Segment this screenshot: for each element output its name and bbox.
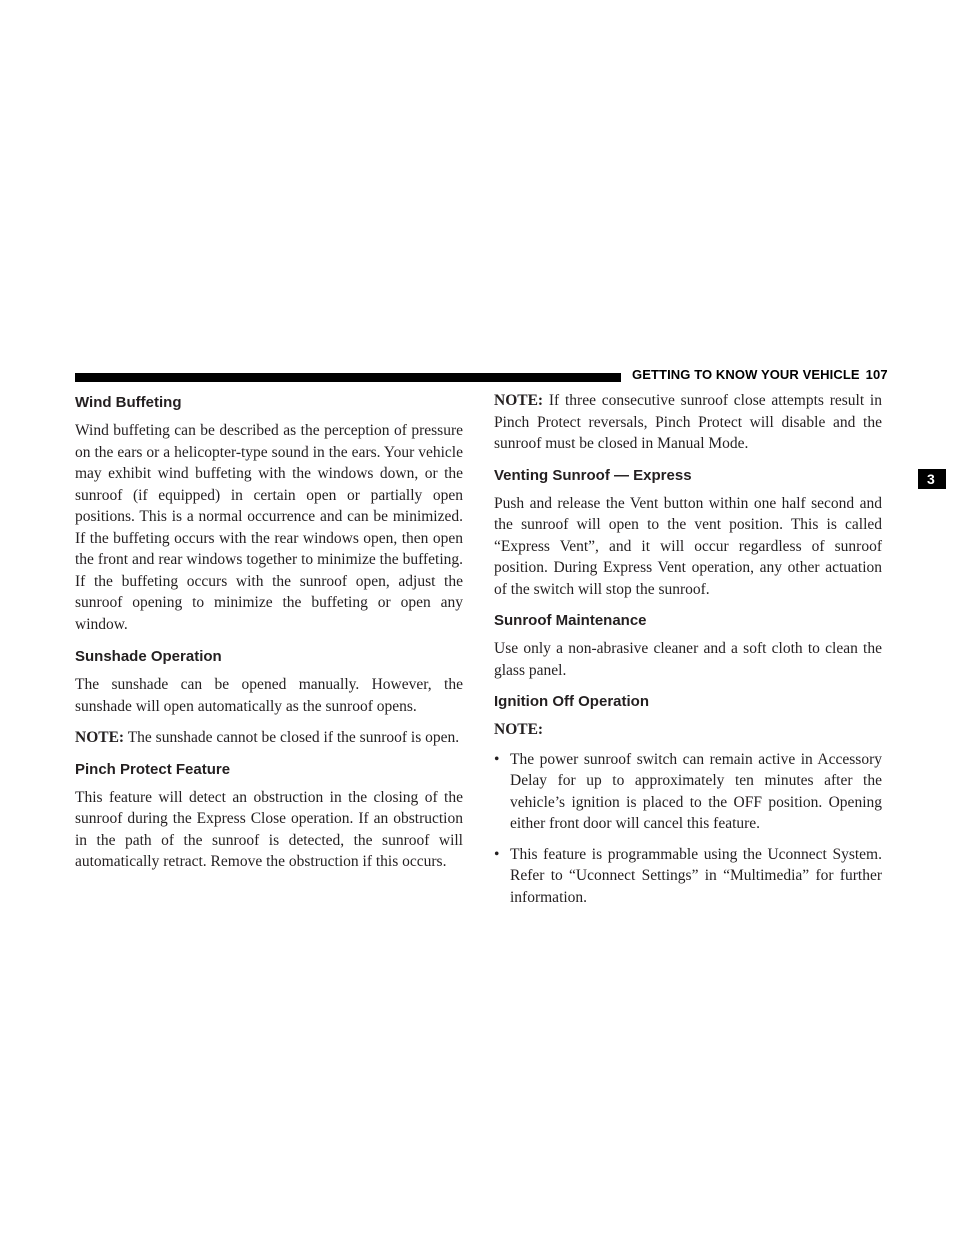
right-column bbox=[494, 390, 882, 908]
page-number: 107 bbox=[865, 367, 888, 382]
paragraph-venting: Push and release the Vent button within one half second and the sunroof will open to the vent position. This is called “Express Vent”, and it will occur regardless of sunroof position. During Express Vent operation, any other actuation of the switch will stop the sunroof. bbox=[494, 494, 882, 598]
heading-venting-sunroof: Venting Sunroof — Express bbox=[494, 466, 692, 484]
header-rule bbox=[75, 373, 621, 382]
note-label: NOTE: bbox=[494, 392, 544, 409]
heading-wind-buffeting: Wind Buffeting bbox=[75, 394, 182, 411]
left-column bbox=[75, 390, 463, 873]
section-title: GETTING TO KNOW YOUR VEHICLE bbox=[632, 367, 860, 382]
note-label: NOTE: bbox=[75, 729, 125, 746]
heading-sunshade-operation: Sunshade Operation bbox=[75, 648, 222, 665]
note-text: If three consecutive sunroof close attempts result in Pinch Protect reversals, Pinch Protect will disable and the sunroof must be closed in Manual Mode. bbox=[494, 392, 882, 452]
running-header bbox=[632, 367, 888, 382]
note-sunshade bbox=[75, 727, 463, 749]
note-ignition-off bbox=[494, 719, 882, 741]
note-text: The sunshade cannot be closed if the sunroof is open. bbox=[124, 729, 460, 746]
paragraph-wind-buffeting: Wind buffeting can be described as the perception of pressure on the ears or a helicopter-type sound in the ears. Your vehicle may exhibit wind buffeting with the windows down, or the sunroof (if equipped) in certain open or partially open positions. This is a normal occurrence and can be minimized. If the buffeting occurs with the rear windows open, then open the front and rear windows together to minimize the buffeting. If the buffeting occurs with the sunroof open, adjust the sunroof opening to minimize the buffeting or open any window. bbox=[75, 422, 463, 633]
heading-pinch-protect: Pinch Protect Feature bbox=[75, 760, 231, 778]
bullet-item: • This feature is programmable using the Uconnect System. Refer to “Uconnect Settings” in “Multimedia” for further information. bbox=[494, 844, 882, 909]
chapter-tab: 3 bbox=[918, 469, 946, 489]
bullet-item: • The power sunroof switch can remain active in Accessory Delay for up to approximately ten minutes after the vehicle’s ignition is placed to the OFF position. Opening either front door will cancel this feature. bbox=[494, 749, 882, 835]
note-pinch-protect bbox=[494, 390, 882, 455]
paragraph-pinch-protect: This feature will detect an obstruction in the closing of the sunroof during the Express Close operation. If an obstruction in the path of the sunroof is detected, the sunroof will automatically retract. Remove the obstruction if this occurs. bbox=[75, 788, 463, 870]
paragraph-maintenance: Use only a non-abrasive cleaner and a soft cloth to clean the glass panel. bbox=[494, 640, 882, 679]
paragraph-sunshade: The sunshade can be opened manually. However, the sunshade will open automatically as the sunroof opens. bbox=[75, 676, 463, 715]
heading-sunroof-maintenance: Sunroof Maintenance bbox=[494, 612, 647, 629]
heading-ignition-off: Ignition Off Operation bbox=[494, 693, 649, 710]
note-label: NOTE: bbox=[494, 721, 544, 738]
